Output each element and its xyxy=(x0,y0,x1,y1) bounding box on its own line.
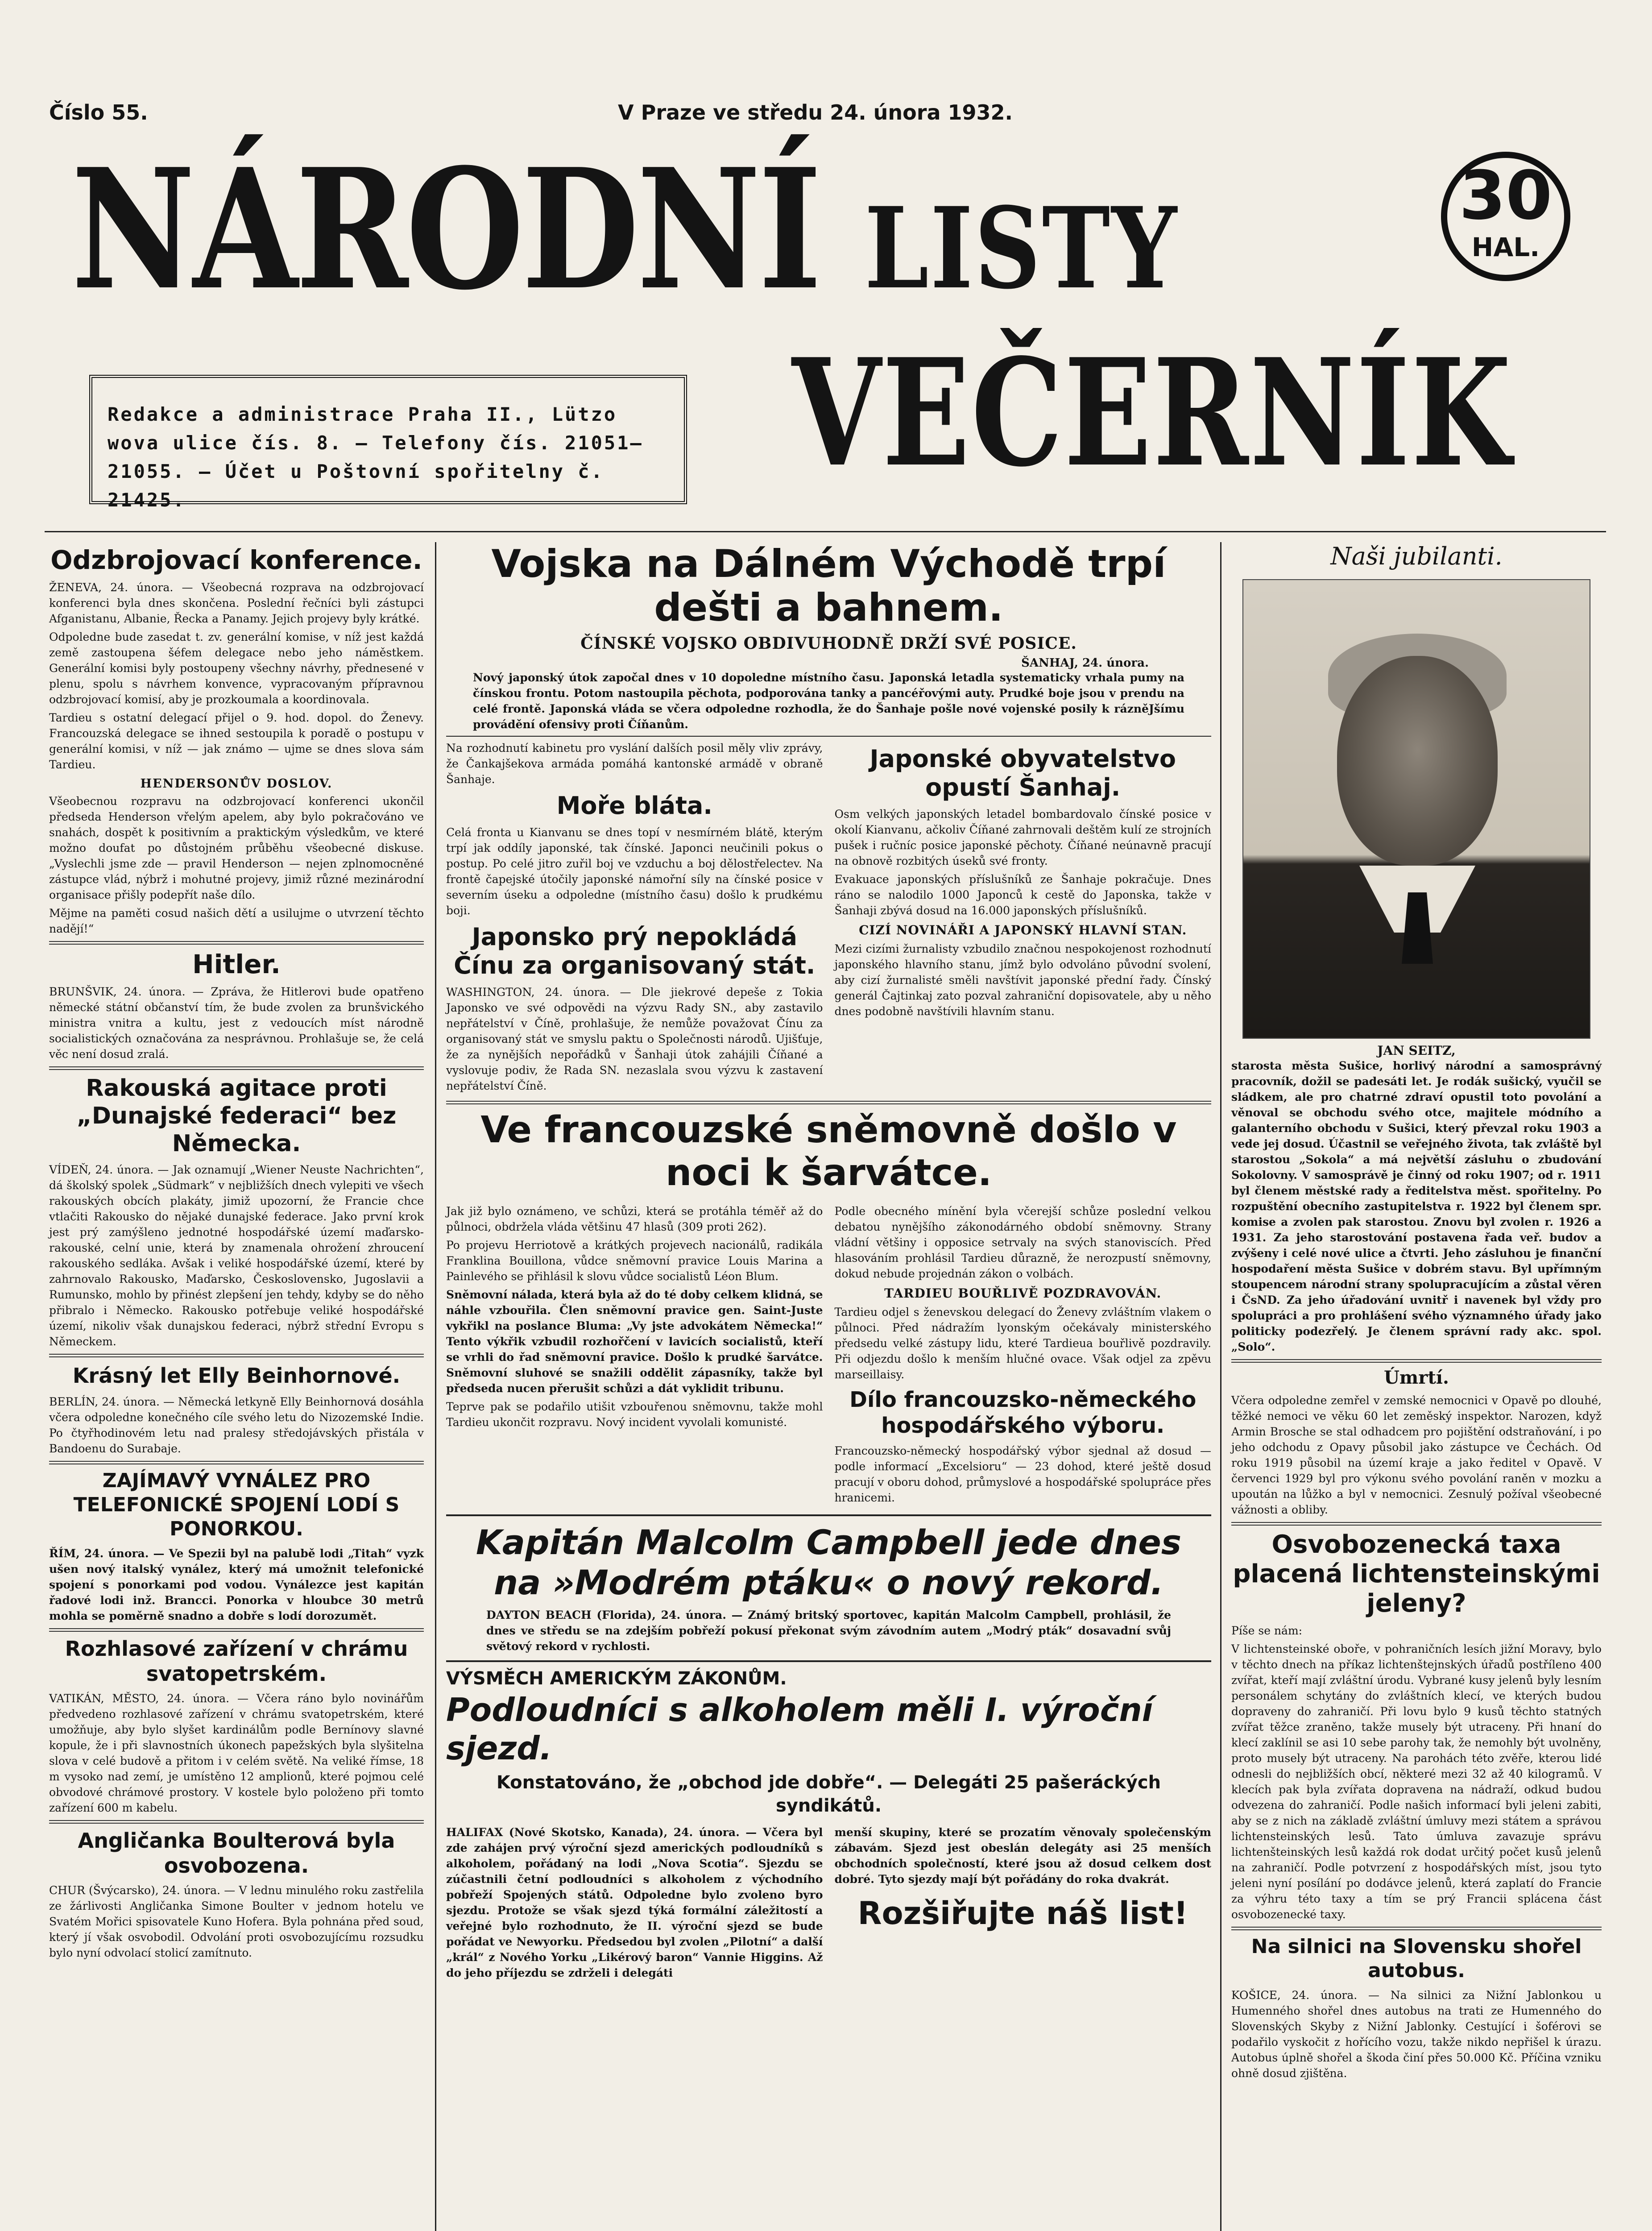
subheadline: HENDERSONŮV DOSLOV. xyxy=(140,777,333,791)
article-paragraph: BERLÍN, 24. února. — Německá letkyně Elly Beinhornová dosáhla včera odpoledne konečného cíle svého letu do Nizozemské Indie. Po čtyřhodinovém letu nad pralesy středojávských přistála v Bandoenu do Surabaje. xyxy=(49,1395,424,1455)
column-divider xyxy=(1220,542,1221,2231)
article-paragraph: DAYTON BEACH (Florida), 24. února. — Známý britský sportovec, kapitán Malcolm Campbell, prohlásil, že dnes ve středu se na zdejším pobřeží pokusí překonat svým závodním autem „Modrý pták“ dosavadní svůj světový rekord v rychlosti. xyxy=(486,1609,1171,1653)
headline: Ve francouzské sněmovně došlo v noci k šarvátce. xyxy=(480,1109,1177,1194)
separator xyxy=(49,1820,424,1824)
headline: Rakouská agitace proti „Dunajské federaci“ bez Německa. xyxy=(76,1075,397,1157)
article-paragraph: Mezi cizími žurnalisty vzbudilo značnou nespokojenost rozhodnutí japonského hlavního stanu, jímž bylo odvoláno původní svolení, aby cizí žurnalisté směli navštívit japonské přední řady. Čínský generál Čajtinkaj zato pozval zahraniční dopisovatele, aby u něho dnes podobně navštívili hlavním stanu. xyxy=(834,942,1211,1018)
column xyxy=(446,1203,823,1508)
subheadline: TARDIEU BOUŘLIVĚ POZDRAVOVÁN. xyxy=(884,1286,1162,1301)
section-title: Naši jubilanti. xyxy=(1330,542,1503,570)
article-paragraph: HALIFAX (Nové Skotsko, Kanada), 24. února. — Včera byl zde zahájen prvý výroční sjezd amerických podloudníků s alkoholem, pořádaný na lodi „Nova Scotia“. Sjezdu se zúčastnili četní podloudníci s alkoholem z východního pobřeží Spojených států. Odpoledne bylo zvoleno byro sjezdu. Protože se však sjezd týká formální záležitostí a veřejné bylo rozhodnuto, že II. výroční sjezd se bude pořádat ve Newyorku. Předsedou byl zvolen „Pilotní“ a další „král“ z Nového Yorku „Likérový baron“ Vannie Higgins. Až do jeho příjezdu se zdrželi i delegáti xyxy=(446,1826,823,1979)
headline: Japonské obyvatelstvo opustí Šanhaj. xyxy=(869,745,1176,801)
article-paragraph: Všeobecnou rozpravu na odzbrojovací konferenci ukončil předseda Henderson vřelým apelem, aby bylo pokračováno ve snahách, dospět k positivním a praktickým výsledkům, ve které možno doufat po důstojném průběhu všeobecné diskuse. „Vyslechli jsme zde — pravil Henderson — nejen zplnomocněné zástupce vlád, nýbrž i mohutné projevy, jimiž různé mezinárodní organisace přišly podepřít naše dílo. xyxy=(49,795,424,901)
separator xyxy=(49,941,424,945)
issue-date: V Praze ve středu 24. února 1932. xyxy=(618,100,1013,124)
subheadline: Moře bláta. xyxy=(556,792,712,820)
article-paragraph: Podle obecného mínění byla včerejší schůze poslední velkou debatou nynějšího zákonodárného období sněmovny. Strany vládní většiny i opposice setrvaly na svých stanoviscích. Před hlasováním prohlásil Tardieu důrazně, že nerozpustí sněmovny, dokud nebude projednán zákon o volbách. xyxy=(834,1205,1211,1280)
article-paragraph: Osm velkých japonských letadel bombardovalo čínské posice v okolí Kianvanu, ačkoliv Číňané zahrnovali deštěm kulí ze strojních pušek i ručníc posice japonské pěchoty. Číňané neúnavně pracují na obnově rozbitých úseků své fronty. xyxy=(834,808,1211,867)
column xyxy=(446,740,823,1096)
article-paragraph: Na rozhodnutí kabinetu pro vyslání dalších posil měly vliv zprávy, že Čankajšekova armáda pomáhá kantonské armádě v obraně Šanhaje. xyxy=(446,742,823,786)
headline: Na silnici na Slovensku shořel autobus. xyxy=(1251,1935,1582,1982)
separator xyxy=(446,1514,1211,1516)
subheadline: Konstatováno, že „obchod jde dobře“. — Delegáti 25 pašeráckých syndikátů. xyxy=(496,1772,1161,1816)
portrait-face xyxy=(1337,656,1498,866)
article-paragraph: Teprve pak se podařilo utišit vzbouřenou sněmovnu, takže mohl Tardieu ukončit rozpravu. Nový incident vyvolali komunisté. xyxy=(446,1400,823,1429)
edition-title: VEČERNÍK xyxy=(792,326,1513,499)
right-column xyxy=(1231,542,1602,2084)
address-line: wova ulice čís. 8. — Telefony čís. 21051— xyxy=(108,432,643,454)
two-column-block xyxy=(446,740,1211,1096)
price-unit: HAL. xyxy=(1471,232,1540,262)
separator xyxy=(446,736,1211,737)
headline: Hitler. xyxy=(192,949,281,979)
headline: Úmrtí. xyxy=(1384,1367,1449,1388)
article-paragraph: Píše se nám: xyxy=(1231,1624,1303,1637)
column xyxy=(835,740,1212,1096)
article-paragraph: starosta města Sušice, horlivý národní a samosprávný pracovník, dožil se padesáti let. Je rodák sušický, vyučil se sládkem, ale pro chatrné zdraví opustil toto povolání a věnoval se obchodu svého otce, majitele módního a galanterního obchodu v Sušici, který převzal roku 1903 a vede jej dosud. Účastnil se veřejného života, tak zvláště byl starostou „Sokola“ a má největší zásluhu o zbudování Sokolovny. V samosprávě je činný od roku 1907; od r. 1911 byl členem městské rady a ředitelstva měst. spořitelny. Po rozpuštění obecního zastupitelstva r. 1922 byl členem spr. komise a zvolen pak starostou. Znovu byl zvolen r. 1926 a 1931. Za jeho starostování postavena řada veř. budov a zvýšeny i celé nové ulice a čtvrti. Jeho zásluhou je finanční hospodaření města Sušice v dobrém stavu. Byl upřímným stoupencem národní strany spolupracujícím a zůstal věren i ČsND. Za jeho úřadování uvnitř i navenek byl vždy pro spolupráci a pro prohlášení svého významného úřady jako politicky podezřelý. Je členem správní rady akc. spol. „Solo“. xyxy=(1231,1059,1602,1353)
headline: Angličanka Boulterová byla osvobozena. xyxy=(78,1829,395,1878)
article-paragraph: VÍDEŇ, 24. února. — Jak oznamují „Wiener Neuste Nachrichten“, dá školský spolek „Südmark“ v nejbližších dnech vylepiti ve všech rakouských obcích plakáty, jimiž upozorní, že Francie chce vtlačiti Rakousko do nějaké dunajské federace. Jako první krok jest prý zamýšleno jednotné hospodářské území maďarsko-rakouské, celní unie, která by znamenala ohrožení zhroucení rakouského sedláka. Avšak i veliké hospodářské území, které by zahrnovalo Rakousko, Maďarsko, Československo, Jugoslavii a Rumunsko, mohlo by přinést zlepšení jen tehdy, kdyby se do něho přibralo i Německo. Rakousko potřebuje veliké hospodářské území, nikoliv však dunajskou federaci, nýbrž střední Evropu s Německem. xyxy=(49,1163,424,1348)
article-lead: Nový japonský útok započal dnes v 10 dopoledne místního času. Japonská letadla systematicky vrhala pumy na čínskou frontu. Potom nastoupila pěchota, podporována tanky a pancéřovými auty. Prudké boje jsou v prendu na celé frontě. Japonská vláda se včera odpoledne rozhodla, že do Šanhaje pošle nové vojenské posily k rázněJšímu provádění ofensivy proti Číňanům. xyxy=(473,671,1184,731)
separator xyxy=(1231,1927,1602,1930)
article-paragraph: Sněmovní nálada, která byla až do té doby celkem klidná, se náhle vzbouřila. Člen sněmovní pravice gen. Saint-Juste vykřikl na poslance Bluma: „Vy jste advokátem Německa!“ Tento výkřik vzbudil rozhořčení v lavicích socialistů, kteří se vrhli do řad sněmovní pravice. Došlo k prudké šarvátce. Sněmovní sluhové se snažili oddělit zápasníky, takže byl předseda nucen přerušit schůzi a dát vyklidit tribunu. xyxy=(446,1288,823,1395)
headline: Dílo francouzsko-německého hospodářského výboru. xyxy=(849,1387,1197,1438)
article-paragraph: Včera odpoledne zemřel v zemské nemocnici v Opavě po dlouhé, těžké nemoci ve věku 60 let zeměský inspektor. Narozen, když Armin Brosche se stal odhadcem pro pojištění odstraňování, i po jeho odchodu z Opavy působil jako zástupce ve Čechách. Od roku 1919 působil na území kraje a jako ředitel v Opavě. V červenci 1929 byl pro výkonu svého povolání raněn v mozku a upoután na lůžko a byl v nemocnici. Zesnulý požíval všeobecné vážnosti a obliby. xyxy=(1231,1394,1602,1516)
separator xyxy=(1231,1522,1602,1526)
separator xyxy=(1231,1359,1602,1363)
headline: Odzbrojovací konference. xyxy=(50,545,422,575)
dateline: ŠANHAJ, 24. února. xyxy=(1021,656,1149,670)
column xyxy=(446,1825,823,1983)
article-paragraph: KOŠICE, 24. února. — Na silnici za Nižní Jablonkou u Humenného shořel dnes autobus na trati ze Humenného do Slovenských Skyby z Nižní Jablonky. Cestující i šoférovi se podařilo vyskočit z hořícího vozu, takže nikdo nepřišel k úrazu. Autobus úplně shořel a škoda činí přes 50.000 Kč. Příčina vzniku ohně dosud zjištěna. xyxy=(1231,1989,1602,2080)
headline: Podloudníci s alkoholem měli I. výroční sjezd. xyxy=(446,1691,1153,1767)
price-badge xyxy=(1441,152,1570,281)
issue-number: Číslo 55. xyxy=(49,100,148,124)
article-paragraph: Mějme na paměti cosud našich dětí a usilujme o utvrzení těchto nadějí!“ xyxy=(49,907,424,935)
article-paragraph: Tardieu odjel s ženevskou delegací do Ženevy zvláštním vlakem o půlnoci. Před nádražím lyonským očekávaly ministerského předsedu velké zástupy lidu, které Tardieua bouřlivě pozdravily. Při odjezdu došlo k menším hlučné ovace. Však odjel za zpěvu marseillaisy. xyxy=(834,1306,1211,1381)
column xyxy=(835,1825,1212,1983)
headline: ZAJÍMAVÝ VYNÁLEZ PRO TELEFONICKÉ SPOJENÍ LODÍ S PONORKOU. xyxy=(73,1469,400,1540)
article-paragraph: Tardieu s ostatní delegací přijel o 9. hod. dopol. do Ženevy. Francouzská delegace se ihned sestoupila k poradě o postupu v generální komisi, v níž — jak známo — ujme se dnes slova sám Tardieu. xyxy=(49,711,424,771)
article-paragraph: Francouzsko-německý hospodářský výbor sjednal až dosud — podle informací „Excelsioru“ — 23 dohod, které ještě dosud pracují v oboru dohod, průmyslové a hospodářské spolupráce přes hranicemi. xyxy=(834,1444,1211,1504)
article-paragraph: Odpoledne bude zasedat t. zv. generální komise, v níž jest každá země zastoupena šéfem delegace nebo jeho náměstkem. Generální komisi byly postoupeny všechny návrhy, přednesené v plenu, spolu s návrhem konvence, vypracovaným přípravnou odzbrojovací komisí, aby je prozkoumala a koordinovala. xyxy=(49,630,424,706)
separator xyxy=(49,1066,424,1070)
headline: Rozhlasové zařízení v chrámu svatopetrském. xyxy=(65,1637,408,1686)
title-small: LISTY xyxy=(864,182,1179,314)
article-paragraph: CHUR (Švýcarsko), 24. února. — V lednu minulého roku zastřelila ze žárlivosti Angličanka Simone Boulter v jednom hotelu ve Svatém Mořici spisovatele Kuno Hofera. Byla pohnána před soud, který jí však osvobodil. Odvolání proti osvobozujícímu rozsudku bylo nyní odvolací stolicí zamítnuto. xyxy=(49,1884,424,1959)
article-paragraph: BRUNŠVIK, 24. února. — Zpráva, že Hitlerovi bude opatřeno německé státní občanství tím, že bude zvolen za brunšvického ministra vnitra a kultu, jest z vedoucích míst národně socialistických označována za nesprávnou. Prohlašuje se, že celá věc není dosud zralá. xyxy=(49,985,424,1061)
separator xyxy=(446,1101,1211,1104)
headline: Japonsko prý nepokládá Čínu za organisovaný stát. xyxy=(454,923,816,979)
subheadline: CIZÍ NOVINÁŘI A JAPONSKÝ HLAVNÍ STAN. xyxy=(859,923,1187,937)
left-column xyxy=(49,542,424,1963)
article-paragraph: VATIKÁN, MĚSTO, 24. února. — Včera ráno bylo novinářům předvedeno rozhlasové zařízení v chrámu svatopetrském, které umožňuje, aby bylo slyšet kardinálům podle Bernínovy slavné kopule, že i při slavnostních úkonech papežských byla slyšitelna slova v celé budově a přitom i v celém světě. Na veliké římse, 18 m vysoko nad zemí, je umístěno 12 amplionů, které pojmou celé obvodové chrámové prostory. V kostele bylo položeno při tomto zařízení 600 m kabelu. xyxy=(49,1692,424,1814)
separator xyxy=(49,1628,424,1632)
address-line: Redakce a administrace Praha II., Lützo xyxy=(108,403,617,425)
separator xyxy=(446,1660,1211,1662)
column-divider xyxy=(435,542,436,2231)
column xyxy=(835,1203,1212,1508)
photo-caption: JAN SEITZ, xyxy=(1377,1043,1456,1058)
two-column-block xyxy=(446,1203,1211,1508)
promo-slogan: Rozšiřujte náš list! xyxy=(857,1895,1188,1932)
center-column xyxy=(446,542,1211,1983)
address-line: 21055. — Účet u Poštovní spořitelny č. 21425. xyxy=(108,460,604,511)
article-paragraph: ŽENEVA, 24. února. — Všeobecná rozprava na odzbrojovací konferenci byla dnes skončena. Poslední řečníci byli zástupci Afganistanu, Albanie, Řecka a Panamy. Jejich projevy byly krátké. xyxy=(49,581,424,625)
title-main: NÁRODNÍ xyxy=(71,133,820,327)
address-box xyxy=(89,375,687,511)
article-paragraph: Evakuace japonských příslušníků ze Šanhaje pokračuje. Dnes ráno se nalodilo 1000 Japonců k cestě do Japonska, takže v Šanhaji zbývá dosud na 16.000 japonských příslušníků. xyxy=(834,873,1211,917)
newspaper-title xyxy=(71,133,1179,327)
kicker: VÝSMĚCH AMERICKÝM ZÁKONŮM. xyxy=(446,1668,787,1689)
article-paragraph: Celá fronta u Kianvanu se dnes topí v nesmírném blátě, kterým trpí jak oddíly japonské, tak čínské. Japonci neučinili pokus o postup. Po celé jitro zuřil boj ve vzduchu a boj dělostřelectev. Na frontě čapejské útočily japonské námořní síly na čínské posice v severním úseku a odpoledne (místního času) došlo k prudkému boji. xyxy=(446,826,823,917)
headline: Osvobozenecká taxa placená lichtensteinskými jeleny? xyxy=(1233,1530,1600,1618)
article-paragraph: Po projevu Herriotově a krátkých projevech nacionálů, radikála Franklina Bouillona, vůdce sněmovní pravice Louis Marina a Painlevého se přihlásil k slovu vůdce socialistů Léon Blum. xyxy=(446,1239,823,1283)
separator xyxy=(49,1461,424,1464)
headline: Vojska na Dálném Východě trpí dešti a bahnem. xyxy=(491,542,1166,630)
two-column-block xyxy=(446,1825,1211,1983)
article-paragraph: V lichtensteinské oboře, v pohraničních lesích jižní Moravy, bylo v těchto dnech na příkaz lichtenštejnských úřadů postříleno 400 zvířat, kteří mají zvláštní úrodu. Vybrané kusy jelenů byly lesním personálem schytány do zvláštních klecí, ve kterých budou dopraveny do zahraničí. Při lovu bylo 9 kusů těchto statných zvířat těžce zraněno, takže musely být utraceny. Při hnaní do klecí zaklínil se asi 10 sebe parohy tak, že nemohly být uvolněny, proto musely být utraceny. Na parohách této zvěře, kterou lidé odnesli do nejbližších obcí, některé mezi 32 až 40 kilogramů. V klecích pak byla zvířata dopravena na nádraží, odkud budou odvezena do zahraničí. Podle našich informací byli jeleni zabiti, aby se z nich na základě zvláštní úmluvy mezi státem a správou lichtensteinských lesů. Tato úmluva zavazuje správu lichtenšteinských lesů každá rok dodat určitý počet kusů jelenů na zahraničí. Podle potvrzení z hospodářských míst, jsou tyto jeleni nyní posílání po dodávce jelenů, která zaplatí do Francie za výhru této taxy a tím se prý Francii splácena část osvobozenecké taxy. xyxy=(1231,1642,1602,1921)
article-paragraph: menší skupiny, které se prozatím věnovaly společenským zábavám. Sjezd jest obeslán delegáty asi 25 menších obchodních společností, které jsou až dosud celkem dost dobré. Tyto sjezdy mají být pořádány do roka dvakrát. xyxy=(834,1826,1211,1886)
portrait-photo xyxy=(1242,579,1590,1039)
article-paragraph: ŘÍM, 24. února. — Ve Spezii byl na palubě lodi „Titah“ vyzk ušen nový italský vynález, který má umožnit telefonické spojení s ponorkami pod vodou. Vynálezce jest kapitán řadové lodi inž. Brancci. Ponorka v hloubce 30 metrů mohla se poměrně snadno a dobře s lodí dorozumět. xyxy=(49,1547,424,1622)
separator xyxy=(49,1354,424,1357)
article-paragraph: Jak již bylo oznámeno, ve schůzi, která se protáhla téměř až do půlnoci, obdržela vláda většinu 47 hlasů (309 proti 262). xyxy=(446,1205,823,1233)
price-number: 30 xyxy=(1459,157,1553,235)
headline: na »Modrém ptáku« o nový rekord. xyxy=(493,1563,1164,1602)
article-paragraph: WASHINGTON, 24. února. — Dle jiekrové depeše z Tokia Japonsko ve své odpovědi na výzvu Rady SN., aby zastavilo nepřátelství v Číně, prohlašuje, že nemůže považovat Čínu za organisovaný stát ve smyslu paktu o Společnosti národů. Ujišťuje, že za nynějších nepořádků v Šanhaji útok zahájili Číňané a vyslovuje podiv, že Rada SN. nezaslala svou výzvu k zastavení nepřátelství Číně. xyxy=(446,986,823,1092)
subheadline: ČÍNSKÉ VOJSKO OBDIVUHODNĚ DRŽÍ SVÉ POSICE. xyxy=(580,634,1077,653)
masthead-divider xyxy=(45,531,1606,532)
headline: Krásný let Elly Beinhornové. xyxy=(72,1364,401,1388)
headline: Kapitán Malcolm Campbell jede dnes xyxy=(476,1522,1182,1562)
